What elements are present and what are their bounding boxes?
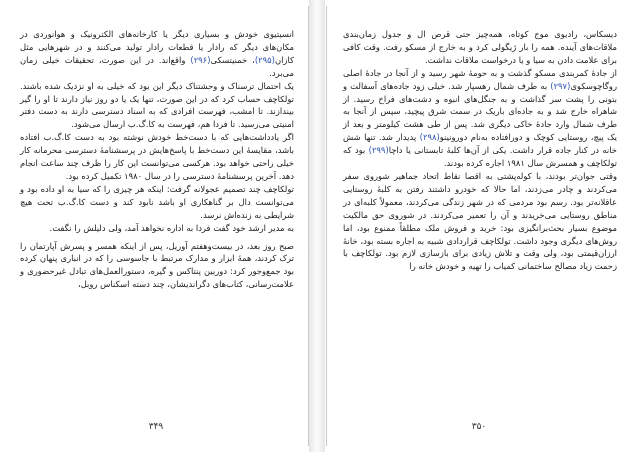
right-page [326,6,631,446]
text-run: تولکاچف چند تصمیم عجولانه گرفت: اینکه هر چیزی را که سیا به او داده بود و می‌توانست دال بر گناهکاری او باشد نابود کند و دست کا.گ.ب تحت هیچ شرایطی به زنده‌اش نرسد. [20,183,294,220]
text-run: به مدیر ارشد خود گفت فردا به اداره نخواهد آمد، ولی دلیلش را نگفت. [49,222,294,233]
text-run: وقتی جوان‌تر بودند، با کولەپشتی به اقصا نقاط اتحاد جماهیر شوروی سفر می‌کردند و چادر می‌زدند، اما حالا که خودرو داشتند رفتن به کلبهٔ روستایی عاقلانه‌تر بود. رسم بود مردمی که در شهر زندگی می‌کردند، معمولاً کلبه‌ای در مناطق روستایی می‌خریدند و آن را تعمیر می‌کردند. در شوروی حق مالکیت موضوع بسیار بحث‌برانگیزی بود: خرید و فروش ملک مطلقاً ممنوع بود، اما روش‌های دیگری وجود داشت. تولکاچف قراردادی شبیه به اجاره بسته بود، خانهٔ ارزان‌قیمتی بود، ولی وقت و تلاش زیادی برای بازسازی لازم بود. تولکاچف با زحمت زیاد مصالح ساختمانی کمیاب را تهیه و خودش خانه را [343,170,617,272]
text-run: انسیتیوی خودش و بسیاری دیگر یا کارخانه‌های الکترونیک و هوانوردی در مکان‌های دیگر که رادار یا قطعات رادار تولید می‌کنند و در شهرهایی مثل کازان [20,29,294,65]
right-page-text [343,28,617,273]
text-run: واقع‌اند. در این صورت، تحقیقات خیلی زمان می‌برد. [20,54,294,78]
text-run: صبح روز بعد، در بیست‌وهفتم آوریل، پس از اینکه همسر و پسرش آپارتمان را ترک کردند، همهٔ ابزار و مدارک مرتبط با جاسوسی را که در انباری پنهان کرده بود جمع‌وجور کرد: دوربین پنتاکس و گیره، دستورالعمل‌های تبادل غیرحضوری و علامت‌رسانی، کتاب‌های دگراندیشان، چند دسته اسکناس روبل، [20,240,294,290]
paragraph [20,131,294,183]
footnote-ref[interactable]: (۲۹۷) [550,80,571,91]
paragraph [20,222,294,235]
paragraph [20,240,294,292]
text-run: به طرف شمال رهسپار شد. خیلی زود جاده‌های آسفالت و بتونی را پشت سر گذاشت و به جنگل‌های انبوه و دشت‌های فراخ رسید. از شاهراه خارج شد و به جاده‌ای باریک در سمت شرق پیچید، سپس از آنجا به طرف شمال وارد جادهٔ خاکی دیگری شد. پس از طی هشت کیلومتر و بعد از یک پیچ، روستایی کوچک و دورافتاده به‌نام دورونینو [343,80,618,143]
text-run: دیسکاس، رادیوی موج کوتاه، همه‌چیز حتی قرص ال و جدول زمان‌بندی ملاقات‌های آینده. همه را بار ژیگولی کرد و به خارج از مسکو رفت. وقت کافی برای علامت دادن به سیا و یا درخواست ملاقات نداشت. [343,29,617,65]
text-run: اگر یادداشت‌هایی که با دست‌خط خودش نوشته بود به دست کا.گ.ب افتاده باشد، مقایسهٔ این دست‌خط با پاسخ‌هایش در پرسشنامهٔ دسترسی محرمانه کار خیلی راحتی خواهد بود. هرکسی می‌توانست این کار را ظرف چند ساعت انجام دهد. آخرین پرسشنامهٔ دسترسی را در سال ۱۹۸۰ تکمیل کرده بود. [20,132,294,181]
left-page [4,6,309,446]
text-run: از جادهٔ کمربندی مسکو گذشت و به حومهٔ شهر رسید و از آنجا در جادهٔ اصلی روگاچوسکوی [343,67,617,91]
paragraph [20,80,294,132]
text-run: یک احتمال ترسناک و وحشتناک دیگر این بود که خیلی به او نزدیک شده باشند. تولکاچف حساب کرد که در این صورت، تنها یک یا دو روز نیاز دارند تا او را گیر بیندازند. تا امشب، فهرست افرادی که به اسناد دسترسی دارند به دست دفتر امنیتی می‌رسید. تا فردا هم، فهرست به کا.گ.ب ارسال می‌شود. [20,80,294,130]
paragraph [20,183,294,222]
book-spine [309,0,325,452]
footnote-ref[interactable]: (۲۹۹) [368,145,389,156]
text-run: ، خمنیتسکی [210,54,255,65]
paragraph [20,28,294,80]
paragraph [343,28,617,67]
paragraph [343,170,617,273]
right-page-number: ۳۵۰ [471,422,487,432]
footnote-ref[interactable]: (۲۹۸) [419,132,440,143]
footnote-ref[interactable]: (۲۹۶) [190,54,211,65]
footnote-ref[interactable]: (۲۹۵) [254,54,275,65]
left-page-text [20,28,294,291]
left-page-number: ۳۴۹ [148,422,164,432]
text-run: بود که تولکاچف و همسرش سال ۱۹۸۱ اجاره کرده بودند. [343,145,617,169]
paragraph [343,67,617,170]
text-run: پدیدار شد. تنها شش خانه در کنار جاده قرار داشت. یکی از آن‌ها کلبهٔ تابستانی یا داچا [343,132,617,156]
